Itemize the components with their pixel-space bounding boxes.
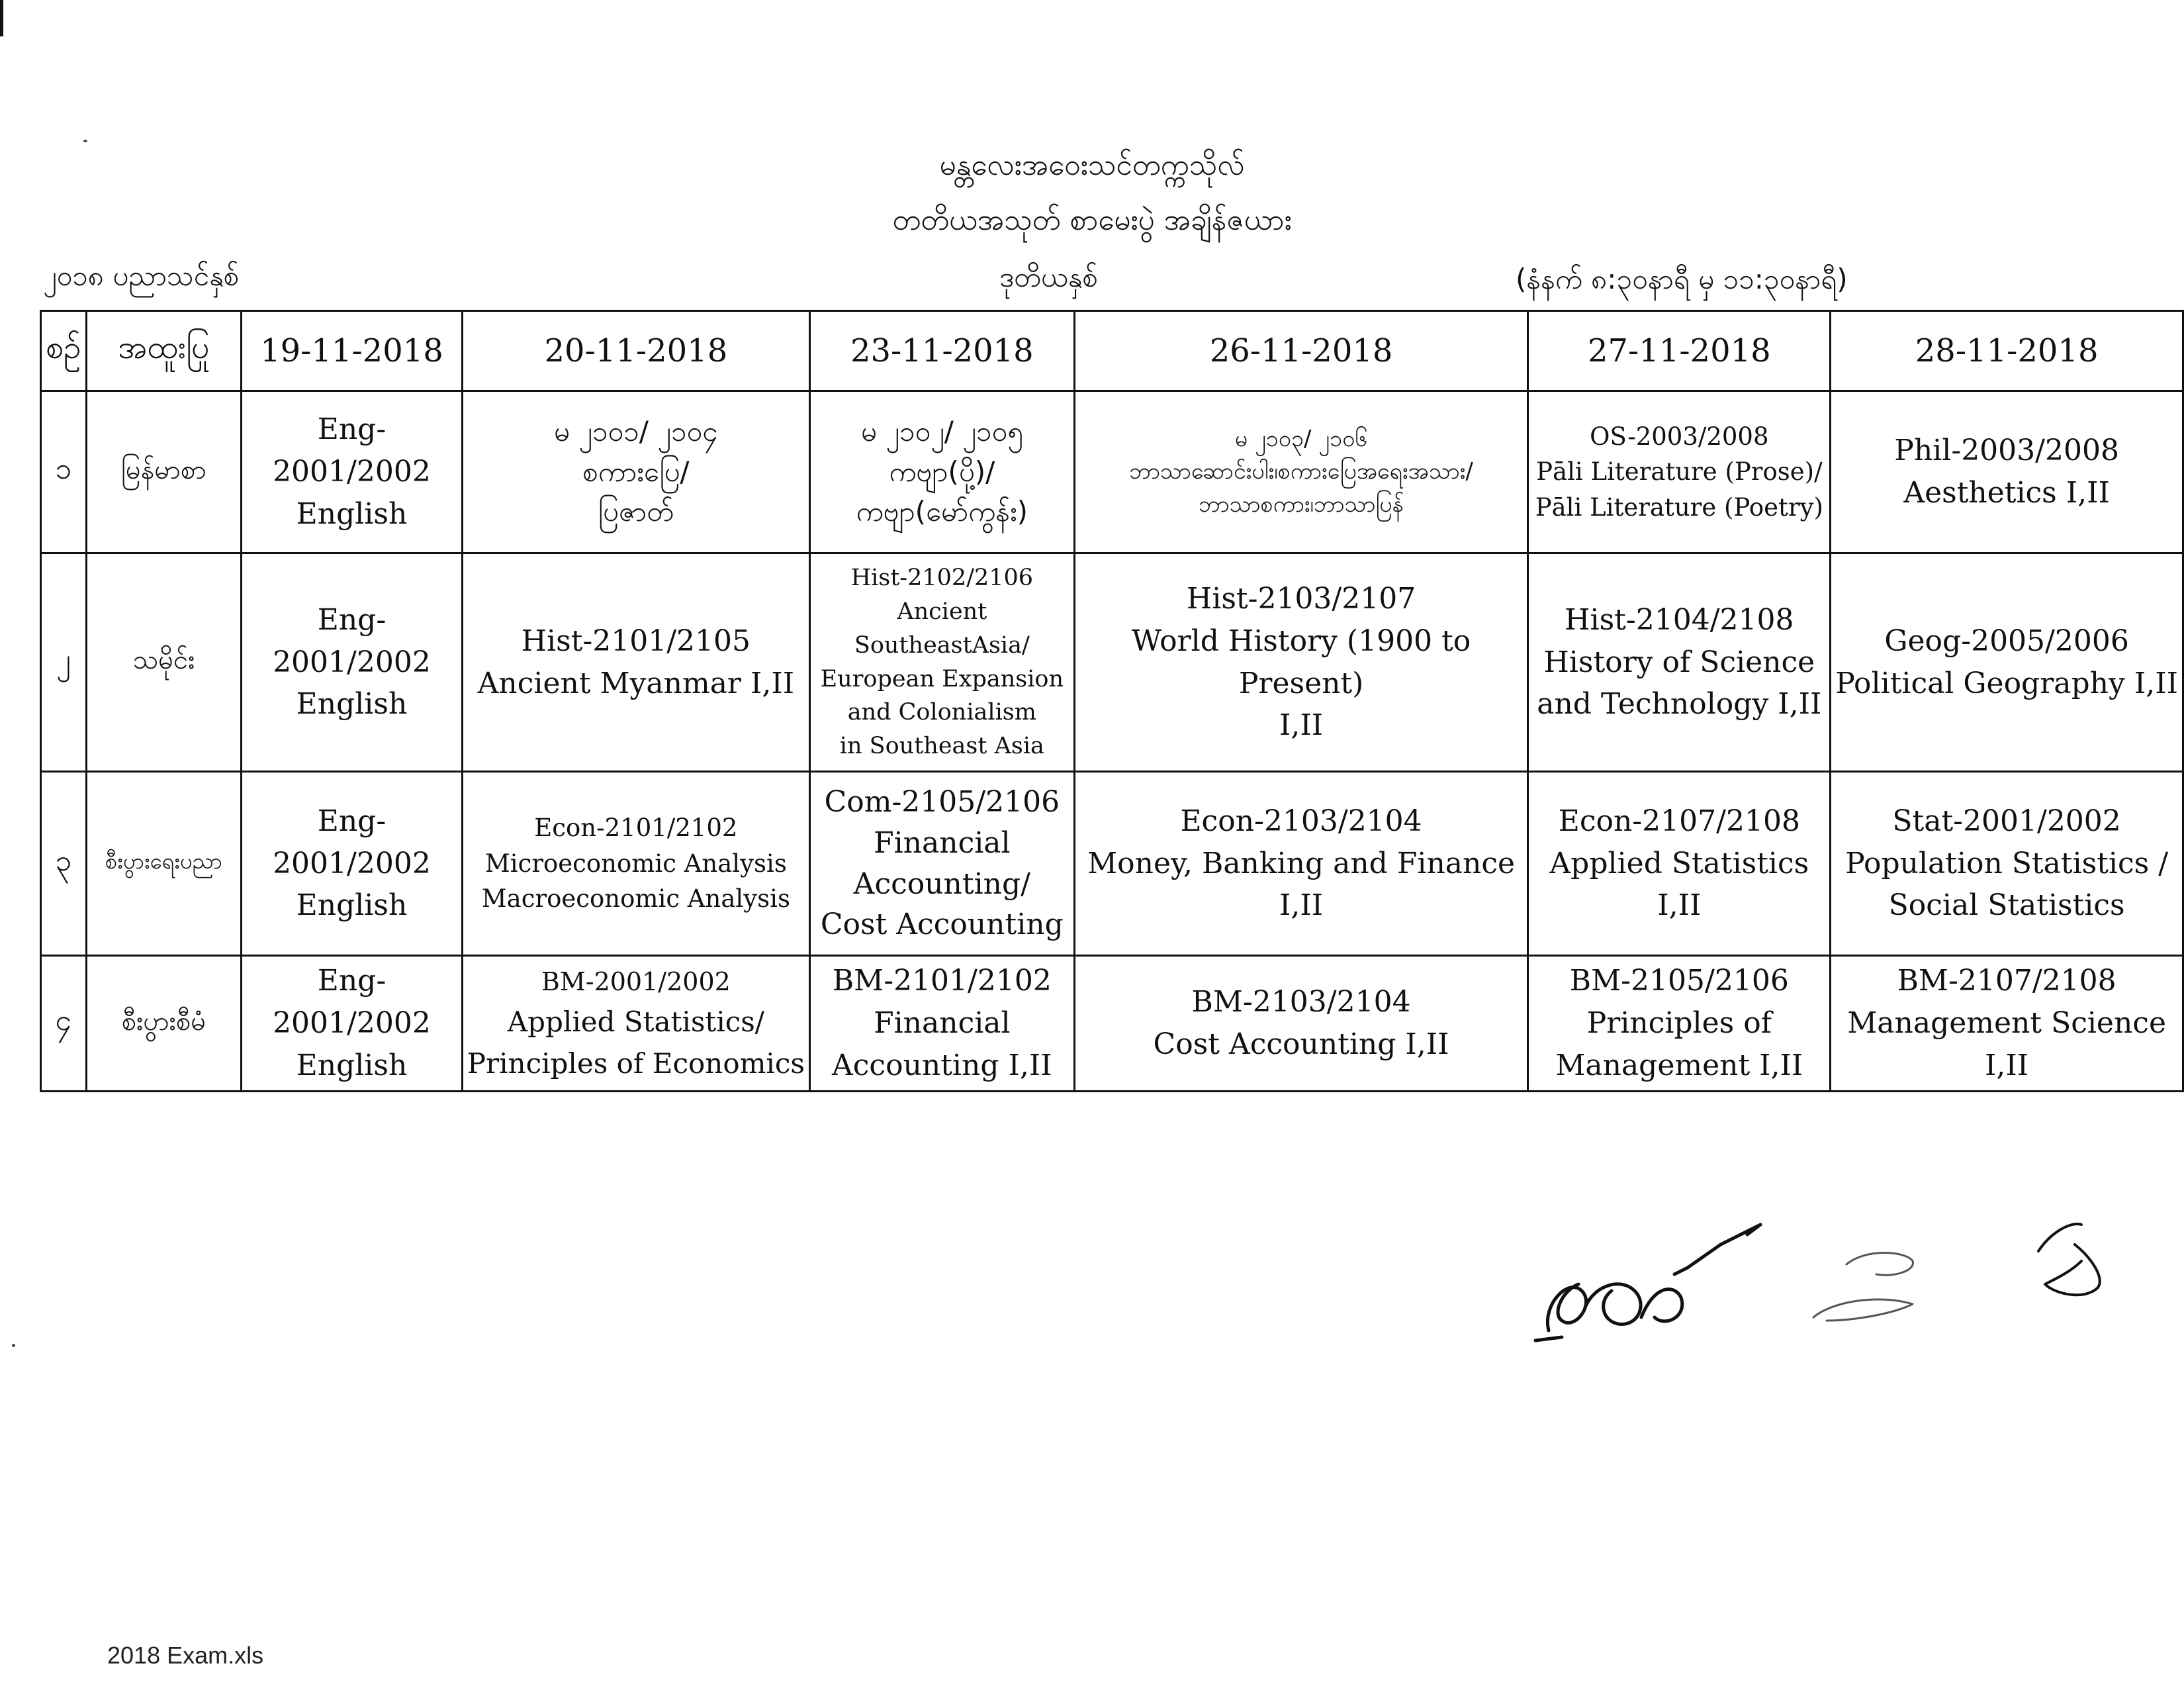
exam-cell (1074, 772, 1528, 956)
exam-cell (462, 391, 809, 553)
table-row (41, 391, 2183, 553)
course-code: Eng-2001/2002 (273, 804, 431, 880)
course-code: Com-2105/2106 (824, 785, 1060, 820)
course-title: ဘာသာစကား၊ဘာသာပြန် (1198, 491, 1404, 518)
row-number: ၃ (41, 772, 87, 956)
signature-2 (1813, 1253, 1913, 1321)
table-row (41, 956, 2183, 1092)
course-code: BM-2105/2106 (1569, 964, 1789, 998)
exam-cell (242, 553, 463, 772)
course-title: Financial (874, 1006, 1011, 1041)
col-no-header: စဉ် (41, 311, 87, 391)
exam-cell (1831, 772, 2183, 956)
table-row (41, 553, 2183, 772)
course-title: Political Geography I,II (1835, 666, 2178, 700)
course-title: ဘာသာဆောင်းပါး၊စကားပြေအရေးအသား/ (1129, 458, 1473, 485)
course-code: Phil-2003/2008 (1894, 434, 2119, 468)
course-title: I,II (1279, 708, 1324, 743)
course-code: မ ၂၁၀၃/ ၂၁၀၆ (1234, 426, 1368, 453)
col-major-header: အထူးပြု (86, 311, 242, 391)
year-level: ဒုတိယနှစ် (999, 261, 1098, 293)
course-title: Applied Statistics/ (507, 1005, 764, 1038)
course-title: Accounting/ (853, 867, 1030, 901)
course-title: Cost Accounting I,II (1153, 1027, 1449, 1061)
exam-time: (နံနက် ၈:၃၀နာရီ မှ ၁၁:၃၀နာရီ) (1516, 263, 1848, 295)
exam-cell (242, 391, 463, 553)
course-title: ကဗျာ(ပို့)/ (889, 455, 995, 488)
row-number: ၁ (41, 391, 87, 553)
major-name: မြန်မာစာ (86, 391, 242, 553)
course-code: Econ-2101/2102 (534, 814, 738, 843)
course-title: English (296, 496, 408, 531)
date-header: 27-11-2018 (1528, 311, 1831, 391)
course-code: မ ၂၁၀၁/ ၂၁၀၄ (553, 414, 718, 447)
course-code: Geog-2005/2006 (1884, 624, 2129, 658)
course-code: Eng-2001/2002 (273, 412, 431, 489)
signature-1 (1535, 1225, 1760, 1340)
exam-cell (1528, 553, 1831, 772)
course-title: and Colonialism (847, 699, 1036, 726)
exam-cell (242, 772, 463, 956)
date-header: 23-11-2018 (809, 311, 1074, 391)
course-title: English (296, 888, 408, 923)
exam-cell (809, 956, 1074, 1092)
course-title: Principles of (1586, 1006, 1772, 1041)
exam-cell (1528, 391, 1831, 553)
course-title: I,II (1985, 1048, 2029, 1082)
course-title: and Technology I,II (1537, 687, 1822, 722)
course-title: Cost Accounting (820, 908, 1064, 942)
exam-cell (1074, 391, 1528, 553)
course-title: Financial (874, 825, 1011, 860)
exam-cell (1831, 391, 2183, 553)
course-code: Hist-2103/2107 (1186, 581, 1416, 616)
course-title: English (296, 1048, 408, 1082)
exam-cell (462, 956, 809, 1092)
course-title: Microeconomic Analysis (484, 849, 787, 878)
course-title: Management I,II (1555, 1048, 1803, 1082)
course-title: စကားပြေ/ (582, 455, 690, 488)
scan-edge-mark (0, 0, 3, 36)
course-title: Aesthetics I,II (1903, 476, 2110, 510)
course-code: BM-2103/2104 (1191, 985, 1411, 1019)
exam-cell (1528, 772, 1831, 956)
exam-cell (1831, 956, 2183, 1092)
exam-cell (809, 391, 1074, 553)
course-title: World History (1900 to Present) (1131, 624, 1471, 700)
course-code: Eng-2001/2002 (273, 602, 431, 679)
major-name: စီးပွားရေးပညာ (86, 772, 242, 956)
major-name: သမိုင်း (86, 553, 242, 772)
course-code: Econ-2107/2108 (1558, 804, 1800, 838)
scan-speck (12, 1344, 15, 1347)
exam-cell (809, 772, 1074, 956)
major-name: စီးပွားစီမံ (86, 956, 242, 1092)
course-code: Econ-2103/2104 (1180, 804, 1422, 838)
row-number: ၄ (41, 956, 87, 1092)
course-title: ပြဇာတ် (598, 495, 674, 528)
course-code: Hist-2101/2105 (521, 624, 751, 658)
course-code: BM-2107/2108 (1897, 964, 2116, 998)
course-title: ကဗျာ(မော်ကွန်း) (856, 495, 1028, 528)
course-code: မ ၂၁၀၂/ ၂၁၀၅ (860, 414, 1023, 447)
exam-cell (462, 772, 809, 956)
date-header: 19-11-2018 (242, 311, 463, 391)
course-title: Social Statistics (1888, 888, 2125, 923)
course-title: Principles of Economics (467, 1047, 805, 1080)
course-title: European Expansion (820, 665, 1064, 692)
footer-file-name: 2018 Exam.xls (107, 1642, 264, 1669)
course-code: Hist-2102/2106 (850, 565, 1034, 592)
signatures (1522, 1185, 2158, 1350)
course-code: Hist-2104/2108 (1565, 602, 1794, 637)
course-title: Ancient Myanmar I,II (477, 666, 795, 700)
course-title: History of Science (1543, 645, 1815, 679)
scan-speck (83, 140, 87, 142)
academic-year: ၂၀၁၈ ပညာသင်နှစ် (43, 259, 240, 292)
course-title: Macroeconomic Analysis (481, 884, 790, 914)
university-name: မန္တလေးအဝေးသင်တက္ကသိုလ် (939, 148, 1245, 182)
course-code: Eng-2001/2002 (273, 964, 431, 1041)
course-title: Ancient SoutheastAsia/ (854, 598, 1030, 659)
course-title: Pāli Literature (Prose)/ (1536, 457, 1823, 487)
course-code: OS-2003/2008 (1590, 422, 1769, 451)
table-header-row (41, 311, 2183, 391)
exam-cell (1831, 553, 2183, 772)
course-title: Applied Statistics I,II (1549, 846, 1809, 923)
exam-cell (462, 553, 809, 772)
signature-3 (2038, 1224, 2100, 1295)
date-header: 28-11-2018 (1831, 311, 2183, 391)
exam-cell (809, 553, 1074, 772)
course-title: Accounting I,II (832, 1048, 1052, 1082)
exam-cell (1074, 956, 1528, 1092)
row-number: ၂ (41, 553, 87, 772)
course-title: in Southeast Asia (839, 733, 1044, 759)
exam-cell (242, 956, 463, 1092)
course-title: Pāli Literature (Poetry) (1535, 492, 1823, 522)
exam-cell (1528, 956, 1831, 1092)
exam-cell (1074, 553, 1528, 772)
course-code: Stat-2001/2002 (1892, 804, 2121, 838)
exam-title: တတိယအသုတ် စာမေးပွဲ အချိန်ဇယား (892, 203, 1292, 237)
date-header: 20-11-2018 (462, 311, 809, 391)
course-title: English (296, 687, 408, 722)
date-header: 26-11-2018 (1074, 311, 1528, 391)
table-row (41, 772, 2183, 956)
course-code: BM-2001/2002 (541, 966, 731, 996)
course-code: BM-2101/2102 (832, 964, 1052, 998)
course-title: Money, Banking and Finance I,II (1087, 846, 1516, 923)
course-title: Management Science (1847, 1006, 2166, 1041)
course-title: Population Statistics / (1845, 846, 2169, 880)
exam-timetable (40, 310, 2184, 1092)
